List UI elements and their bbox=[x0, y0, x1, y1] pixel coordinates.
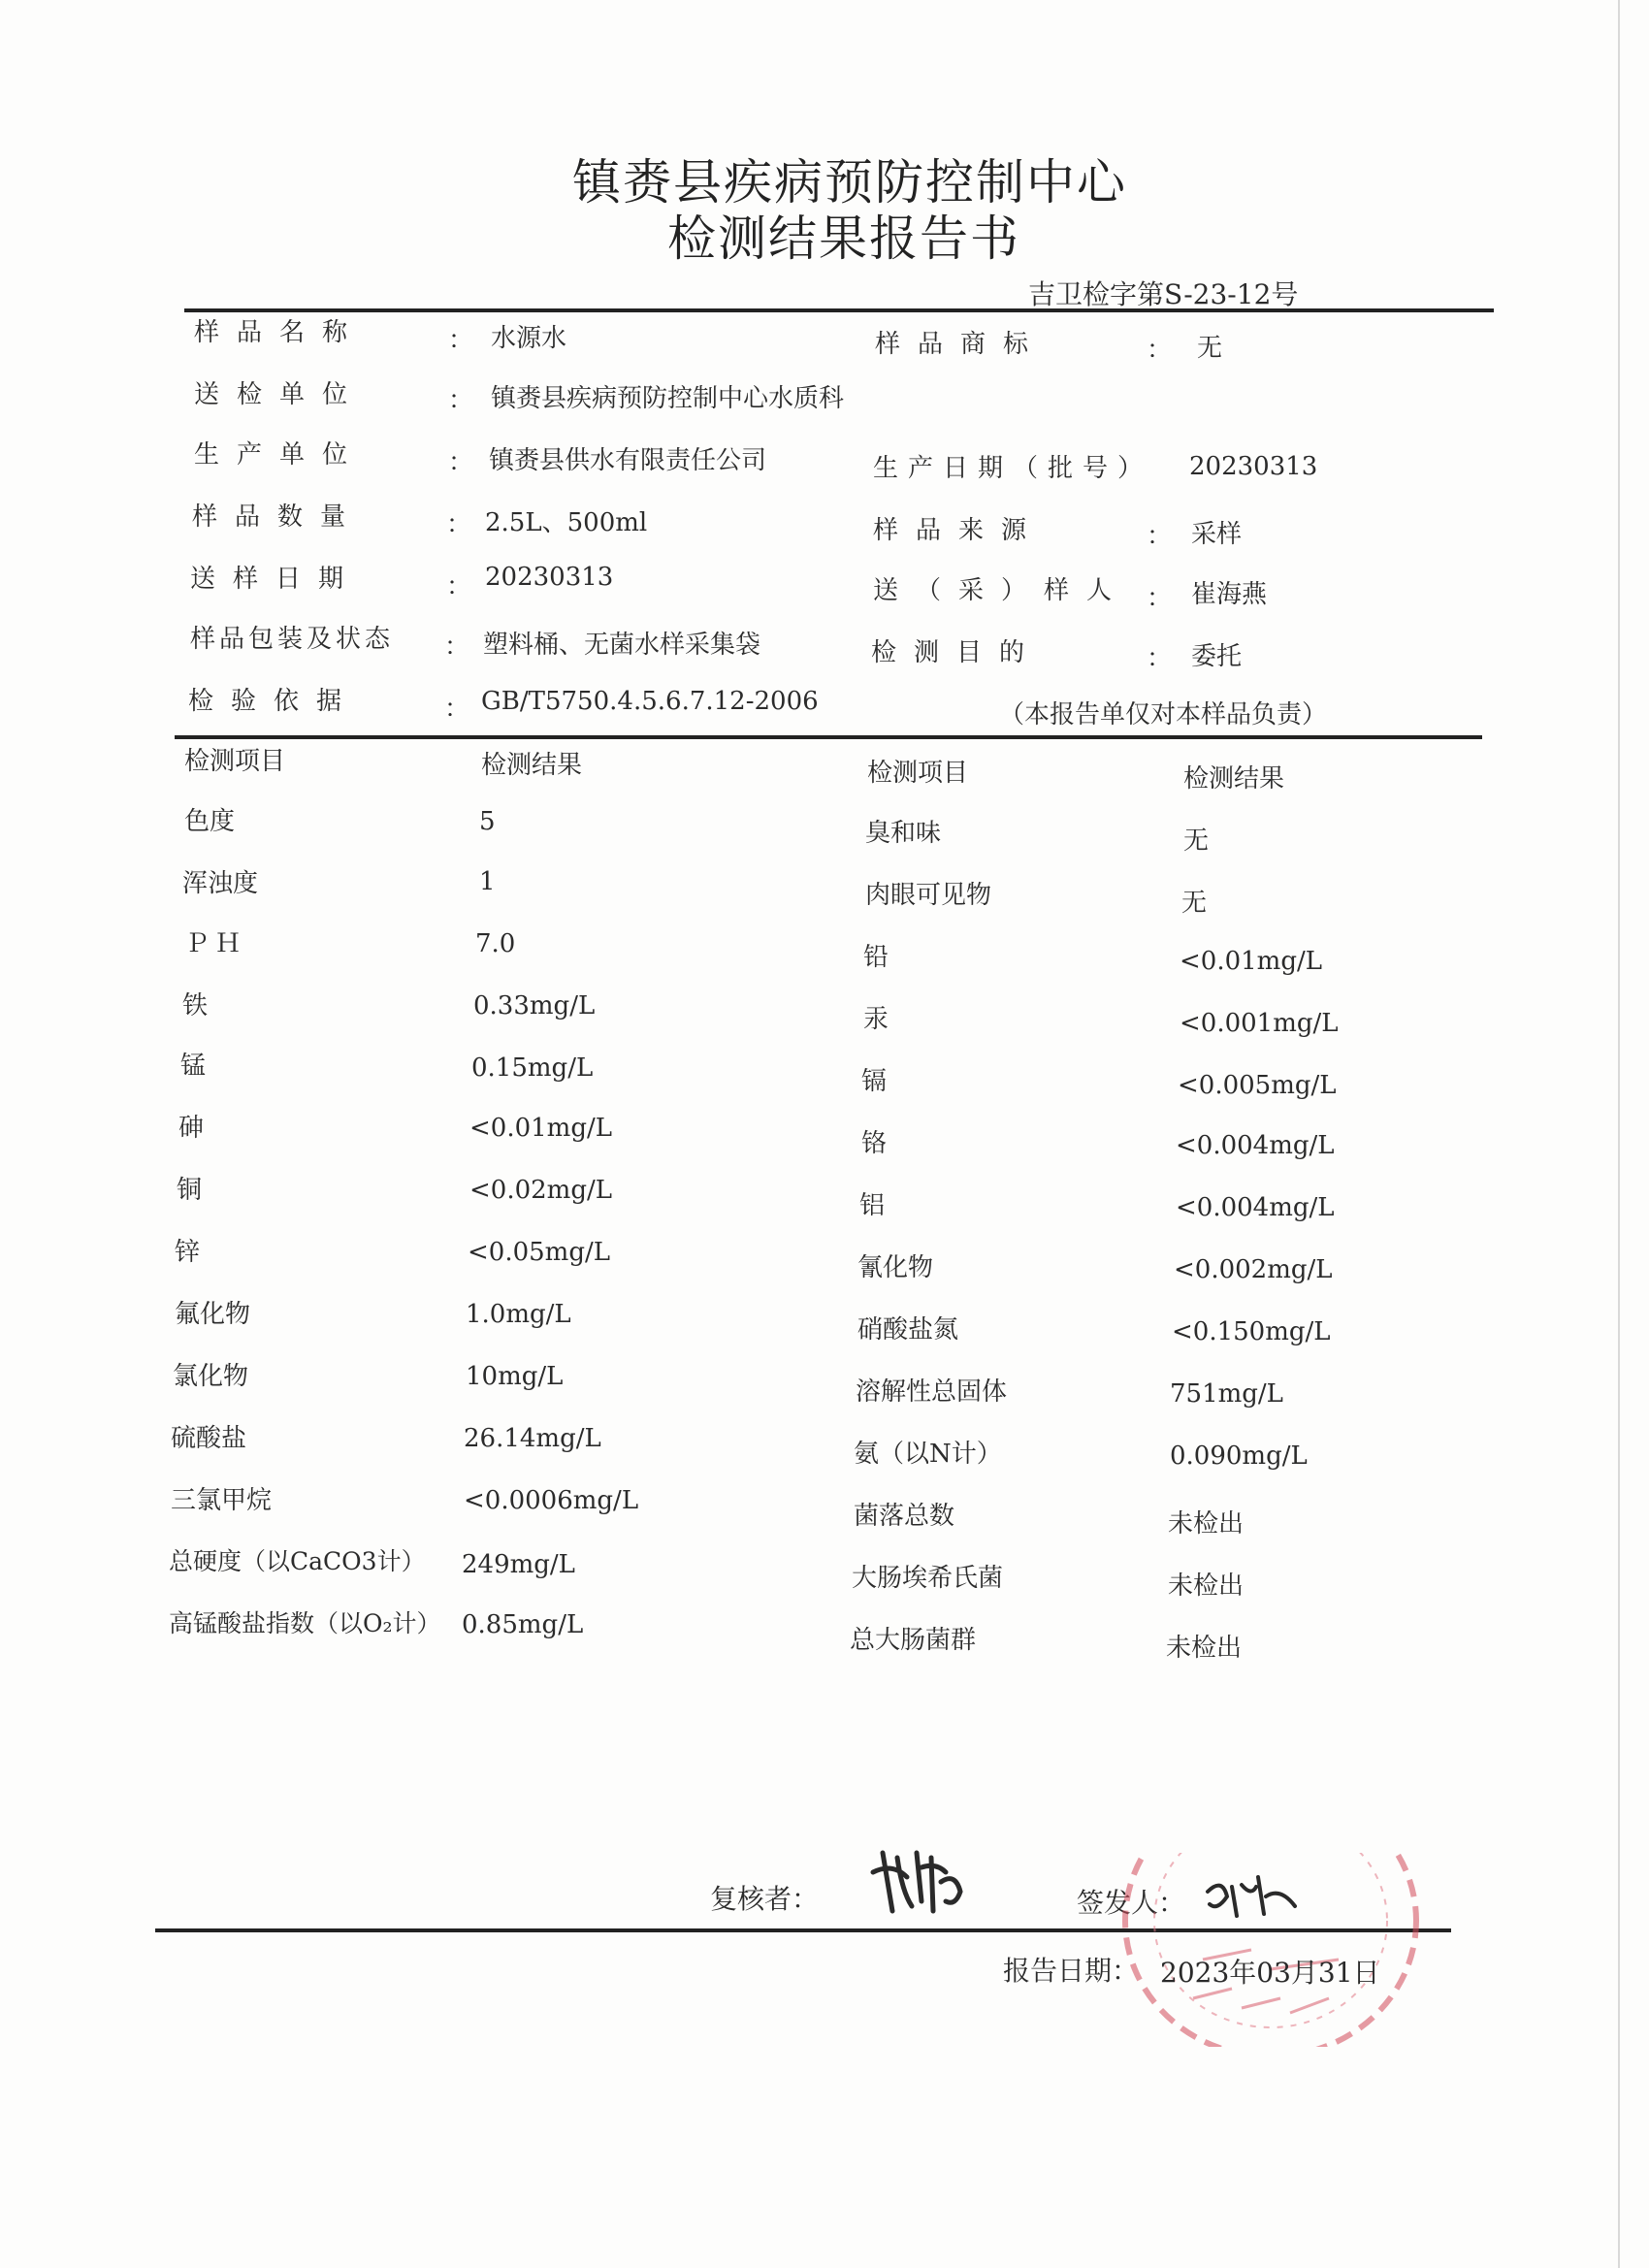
table-row-result: <0.01mg/L bbox=[1180, 947, 1322, 976]
table-row-item: 硫酸盐 bbox=[171, 1424, 247, 1453]
quantity-label: 样品数量 bbox=[192, 502, 364, 532]
colon: ： bbox=[1147, 336, 1173, 365]
trademark-label: 样品商标 bbox=[875, 330, 1047, 359]
table-row-result: 1.0mg/L bbox=[466, 1300, 571, 1329]
table-row-result: 26.14mg/L bbox=[464, 1424, 601, 1453]
table-row-item: ＰＨ bbox=[184, 929, 247, 958]
table-row-result: 无 bbox=[1181, 889, 1208, 918]
table-row-result: <0.002mg/L bbox=[1174, 1255, 1333, 1284]
org-title: 镇赉县疾病预防控制中心 bbox=[572, 154, 1127, 211]
sample-name-label: 样品名称 bbox=[194, 318, 366, 347]
table-row-result: 0.33mg/L bbox=[473, 991, 596, 1021]
table-row-result: 751mg/L bbox=[1170, 1379, 1283, 1409]
colon: ： bbox=[448, 448, 474, 477]
table-row-item: 氰化物 bbox=[857, 1253, 934, 1282]
disclaimer: （本报告单仅对本样品负责） bbox=[999, 700, 1328, 729]
sampler-label: 送（采）样人 bbox=[873, 576, 1130, 605]
table-row-item: 锌 bbox=[175, 1238, 201, 1267]
colon: ： bbox=[444, 632, 470, 662]
reviewer-signature bbox=[863, 1833, 980, 1921]
colon: ： bbox=[444, 695, 470, 724]
colon: ： bbox=[1147, 584, 1173, 613]
top-rule bbox=[184, 308, 1494, 312]
col-header-result-left: 检测结果 bbox=[481, 751, 583, 780]
colon: ： bbox=[446, 572, 472, 601]
colon: ： bbox=[446, 510, 472, 539]
table-row-result: 5 bbox=[479, 807, 496, 836]
table-row-result: 0.85mg/L bbox=[462, 1610, 584, 1639]
table-row-result: <0.004mg/L bbox=[1176, 1131, 1335, 1160]
table-row-item: 总硬度（以CaCO3计） bbox=[169, 1547, 426, 1575]
table-row-result: <0.150mg/L bbox=[1172, 1317, 1331, 1346]
table-row-result: 未检出 bbox=[1166, 1634, 1243, 1663]
table-row-item: 浑浊度 bbox=[182, 869, 259, 898]
table-row-item: 色度 bbox=[184, 807, 236, 836]
colon: ： bbox=[1147, 522, 1173, 551]
packaging-value: 塑料桶、无菌水样采集袋 bbox=[483, 631, 761, 660]
trademark-value: 无 bbox=[1197, 334, 1223, 363]
purpose-label: 检测目的 bbox=[871, 638, 1043, 667]
table-row-result: <0.005mg/L bbox=[1178, 1071, 1337, 1100]
report-number: 吉卫检字第S-23-12号 bbox=[1028, 278, 1299, 310]
col-header-result-right: 检测结果 bbox=[1183, 764, 1285, 794]
table-row-item: 锰 bbox=[180, 1052, 207, 1081]
submit-date-value: 20230313 bbox=[485, 563, 614, 592]
table-row-result: 7.0 bbox=[475, 929, 516, 958]
table-row-result: 0.15mg/L bbox=[471, 1053, 594, 1083]
scan-edge bbox=[1618, 0, 1620, 2268]
report-date-label: 报告日期： bbox=[1003, 1955, 1140, 1987]
table-row-item: 镉 bbox=[861, 1067, 888, 1096]
table-row-item: 肉眼可见物 bbox=[865, 881, 992, 910]
col-header-item-right: 检测项目 bbox=[867, 759, 969, 788]
sampler-value: 崔海燕 bbox=[1191, 580, 1268, 609]
table-row-result: 0.090mg/L bbox=[1170, 1442, 1308, 1471]
table-row-result: 249mg/L bbox=[462, 1550, 575, 1579]
col-header-item-left: 检测项目 bbox=[184, 747, 286, 776]
submit-date-label: 送样日期 bbox=[190, 565, 362, 594]
table-row-item: 砷 bbox=[178, 1114, 205, 1143]
packaging-label: 样品包装及状态 bbox=[190, 625, 395, 654]
mid-rule bbox=[175, 735, 1482, 739]
submit-unit-label: 送检单位 bbox=[194, 380, 366, 409]
table-row-item: 臭和味 bbox=[865, 819, 942, 848]
basis-value: GB/T5750.4.5.6.7.12-2006 bbox=[481, 687, 819, 716]
table-row-item: 菌落总数 bbox=[854, 1502, 955, 1531]
table-row-item: 三氯甲烷 bbox=[171, 1486, 273, 1515]
table-row-result: 未检出 bbox=[1168, 1571, 1245, 1601]
issuer-label: 签发人： bbox=[1077, 1887, 1186, 1919]
sample-name-value: 水源水 bbox=[491, 324, 567, 353]
reviewer-label: 复核者： bbox=[710, 1883, 820, 1915]
table-row-result: <0.02mg/L bbox=[469, 1176, 612, 1205]
table-row-item: 铝 bbox=[859, 1191, 886, 1220]
quantity-value: 2.5L、500ml bbox=[485, 508, 648, 537]
table-row-result: <0.01mg/L bbox=[469, 1114, 612, 1143]
report-title: 检测结果报告书 bbox=[667, 211, 1020, 267]
table-row-item: 铁 bbox=[182, 991, 209, 1021]
colon: ： bbox=[448, 326, 474, 355]
producer-label: 生产单位 bbox=[194, 440, 366, 470]
table-row-item: 铅 bbox=[863, 943, 889, 972]
submit-unit-value: 镇赉县疾病预防控制中心水质科 bbox=[491, 384, 845, 413]
table-row-result: 1 bbox=[479, 867, 496, 896]
colon: ： bbox=[1147, 644, 1173, 673]
table-row-item: 溶解性总固体 bbox=[856, 1377, 1008, 1407]
source-label: 样品来源 bbox=[873, 516, 1045, 545]
purpose-value: 委托 bbox=[1191, 642, 1243, 671]
table-row-result: <0.0006mg/L bbox=[464, 1486, 639, 1515]
table-row-item: 铬 bbox=[861, 1129, 888, 1158]
basis-label: 检验依据 bbox=[188, 687, 360, 716]
table-row-item: 硝酸盐氮 bbox=[857, 1315, 959, 1345]
table-row-result: <0.001mg/L bbox=[1180, 1009, 1339, 1038]
table-row-result: 无 bbox=[1183, 826, 1210, 856]
table-row-item: 氯化物 bbox=[173, 1362, 249, 1391]
table-row-item: 氨（以N计） bbox=[854, 1440, 1002, 1469]
colon: ： bbox=[448, 386, 474, 415]
table-row-result: <0.05mg/L bbox=[468, 1238, 610, 1267]
production-date-value: 20230313 bbox=[1189, 452, 1318, 481]
table-row-item: 汞 bbox=[863, 1005, 889, 1034]
table-row-result: 未检出 bbox=[1168, 1509, 1245, 1539]
table-row-item: 高锰酸盐指数（以O₂计） bbox=[169, 1609, 441, 1637]
table-row-result: <0.004mg/L bbox=[1176, 1193, 1335, 1222]
table-row-item: 总大肠菌群 bbox=[850, 1626, 977, 1655]
table-row-result: 10mg/L bbox=[466, 1362, 564, 1391]
table-row-item: 铜 bbox=[177, 1176, 203, 1205]
producer-value: 镇赉县供水有限责任公司 bbox=[489, 446, 767, 475]
source-value: 采样 bbox=[1191, 520, 1243, 549]
table-row-item: 大肠埃希氏菌 bbox=[852, 1564, 1004, 1593]
report-date: 2023年03月31日 bbox=[1160, 1957, 1380, 1989]
table-row-item: 氟化物 bbox=[175, 1300, 251, 1329]
production-date-label: 生产日期（批号） bbox=[873, 454, 1153, 483]
